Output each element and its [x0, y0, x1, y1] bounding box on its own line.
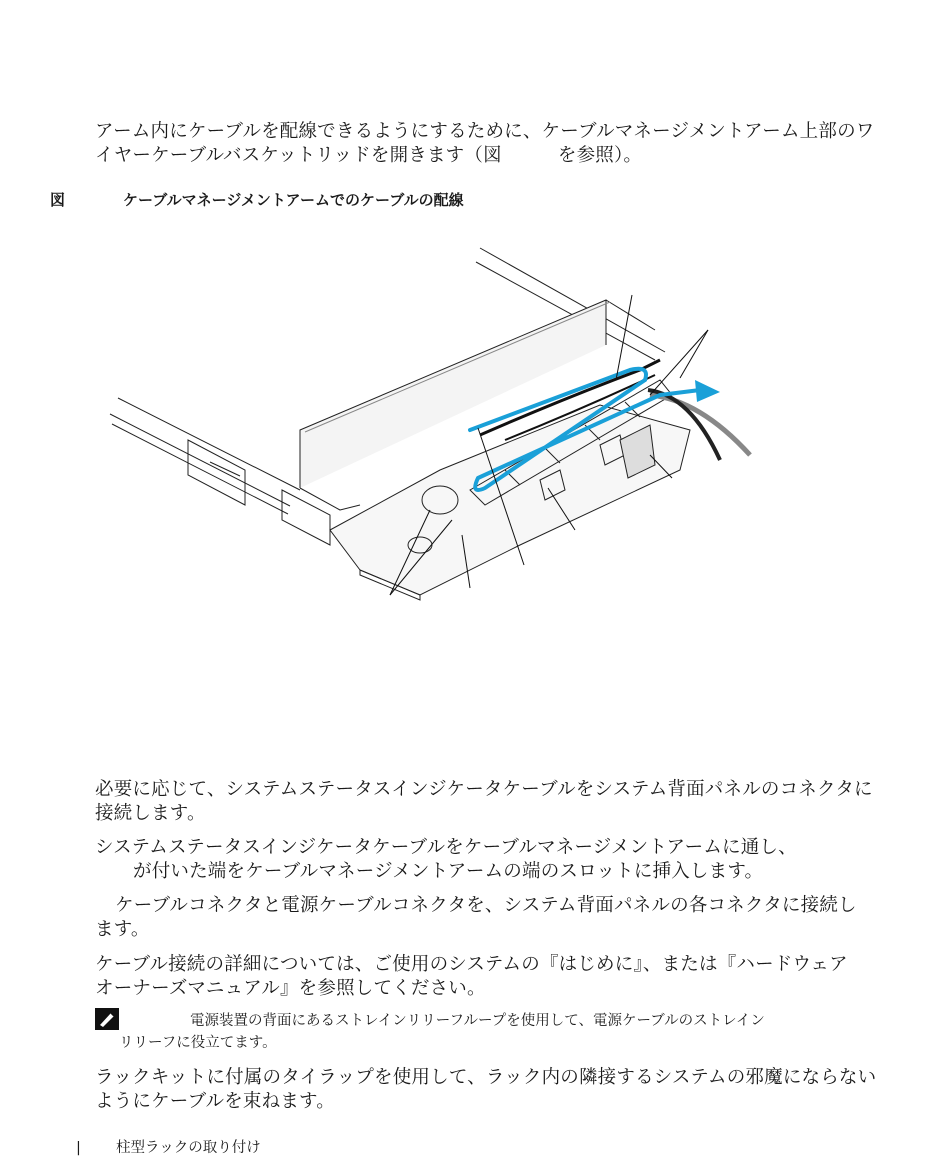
- final-line-2: ようにケーブルを束ねます。: [95, 1091, 335, 1112]
- figure-caption: ケーブルマネージメントアームでのケーブルの配線: [123, 191, 464, 209]
- intro-line-1: アーム内にケーブルを配線できるようにするために、ケーブルマネージメントアーム上部のワ: [95, 121, 875, 142]
- step4-line-2: オーナーズマニュアル』を参照してください。: [95, 978, 486, 999]
- step2-line-1: システムステータスインジケータケーブルをケーブルマネージメントアームに通し、: [95, 837, 797, 858]
- rack-rail-outline: [110, 398, 300, 514]
- intro-line-2: イヤーケーブルバスケットリッドを開きます（図 を参照）。: [95, 145, 643, 166]
- rail-bracket: [188, 440, 245, 505]
- step1-line-2: 接続します。: [95, 803, 206, 824]
- routing-arrow-head: [695, 380, 720, 402]
- note-line-2: リリーフに役立てます。: [119, 1035, 277, 1051]
- footer-separator: |: [76, 1140, 81, 1156]
- note-pencil-icon: [95, 1008, 119, 1030]
- figure-label: 図: [50, 191, 66, 209]
- step3-line-1: ケーブルコネクタと電源ケーブルコネクタを、システム背面パネルの各コネクタに接続し: [115, 895, 857, 916]
- note-line-1: 電源装置の背面にあるストレインリリーフループを使用して、電源ケーブルのストレイン: [190, 1013, 765, 1029]
- final-line-1: ラックキットに付属のタイラップを使用して、ラック内の隣接するシステムの邪魔にならない: [95, 1067, 877, 1088]
- callout-line-2b: [680, 330, 708, 378]
- footer-title: 柱型ラックの取り付け: [116, 1140, 261, 1156]
- step1-line-1: 必要に応じて、システムステータスインジケータケーブルをシステム背面パネルのコネクタに: [95, 779, 873, 800]
- step2-line-2: が付いた端をケーブルマネージメントアームの端のスロットに挿入します。: [133, 861, 764, 882]
- step3-line-2: ます。: [95, 919, 150, 940]
- step4-line-1: ケーブル接続の詳細については、ご使用のシステムの『はじめに』、または『ハードウェア: [95, 954, 848, 975]
- rail-end-clip: [282, 490, 330, 545]
